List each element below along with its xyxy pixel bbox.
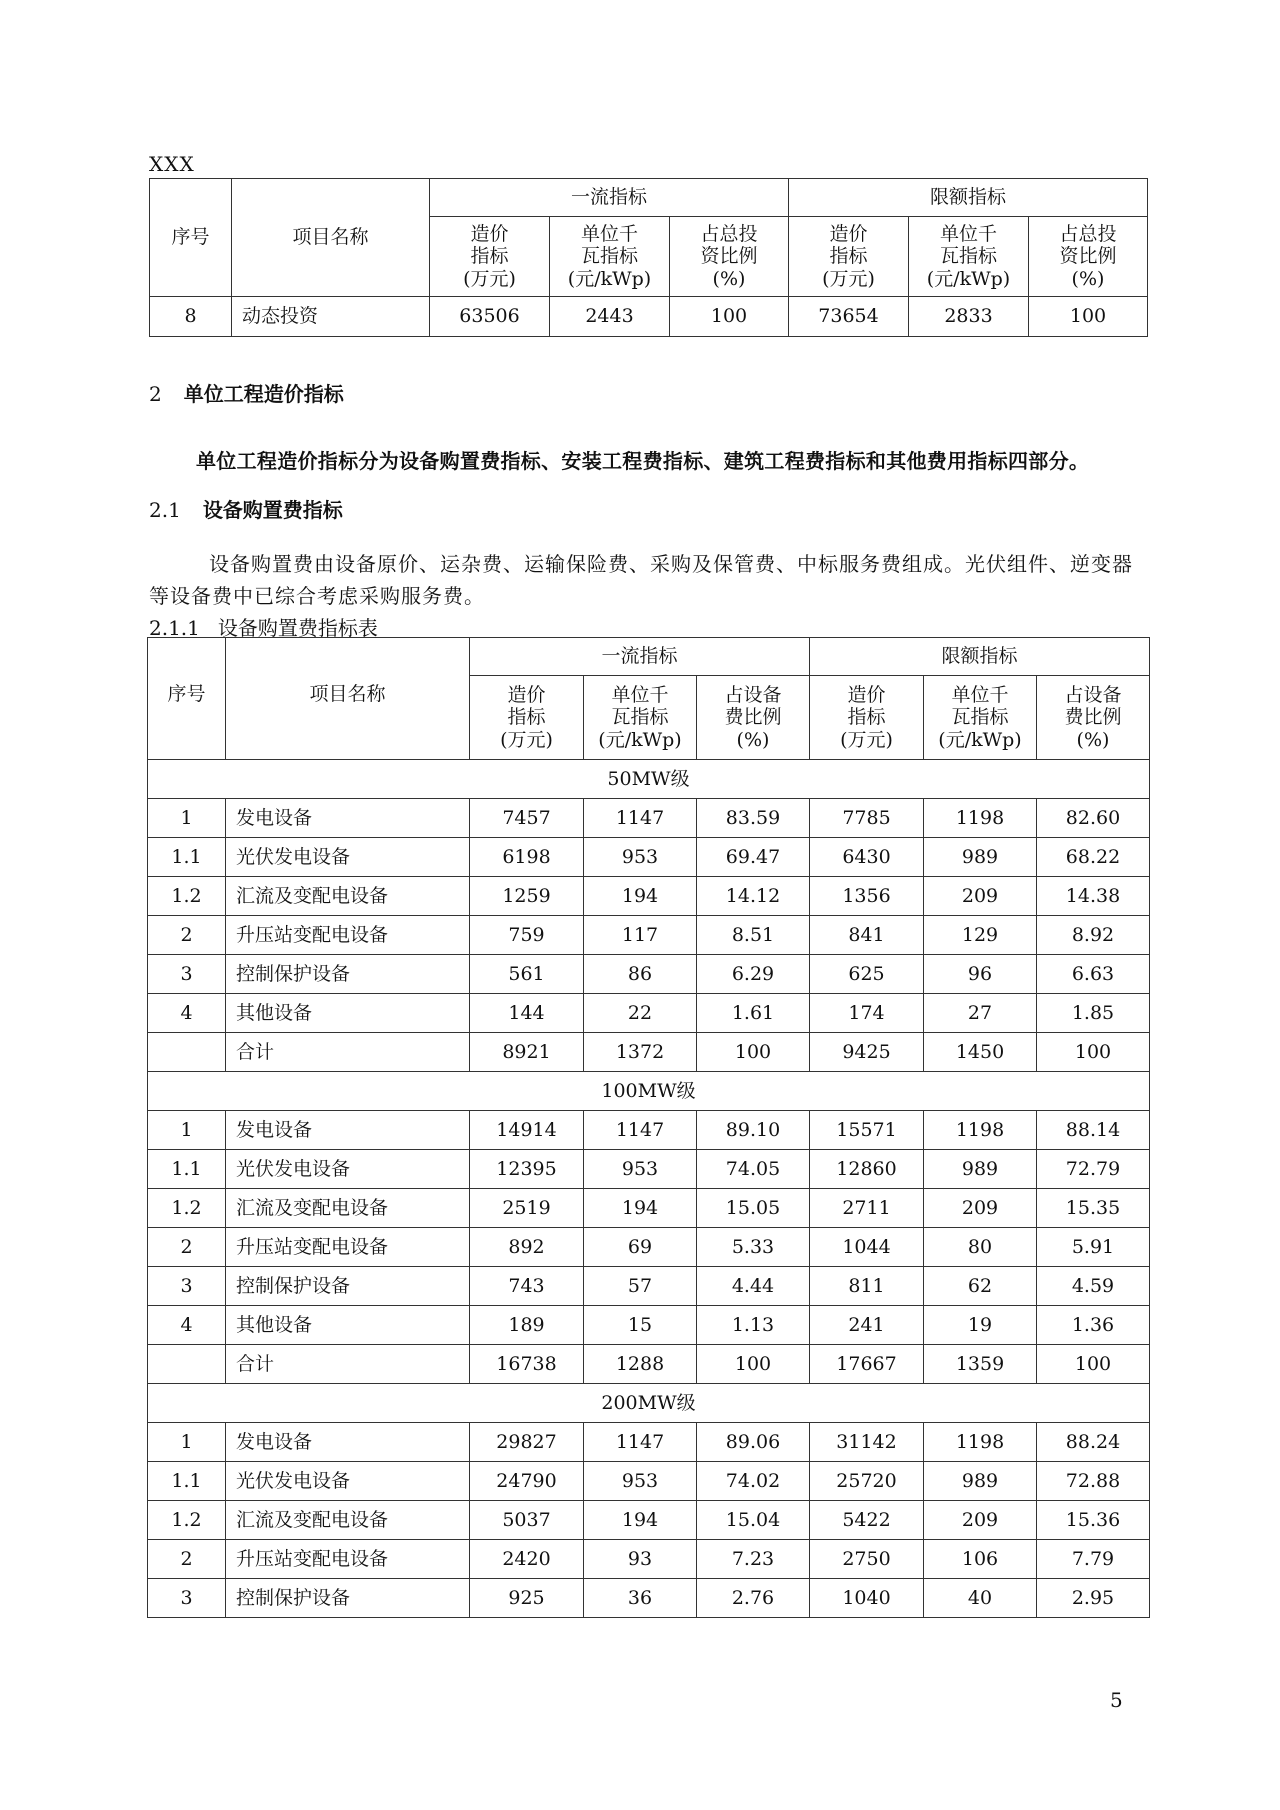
cell-seq: 2 (148, 916, 226, 955)
cell-value: 7.79 (1037, 1540, 1150, 1579)
cell-value: 1198 (924, 1111, 1037, 1150)
cell-name: 升压站变配电设备 (226, 916, 470, 955)
table-row (148, 1033, 1150, 1072)
header-cost: 造价 指标 (万元) (470, 676, 584, 760)
cell-value: 1359 (924, 1345, 1037, 1384)
cell-value: 2833 (909, 297, 1029, 337)
group-label: 100MW级 (148, 1072, 1150, 1111)
cell-value: 100 (1037, 1345, 1150, 1384)
cell-value: 1356 (810, 877, 924, 916)
cell-seq: 1.1 (148, 1150, 226, 1189)
cell-value: 15.36 (1037, 1501, 1150, 1540)
header-group-first: 一流指标 (470, 638, 810, 676)
table-row (148, 1111, 1150, 1150)
cell-value: 72.88 (1037, 1462, 1150, 1501)
cell-value: 989 (924, 1462, 1037, 1501)
cell-value: 17667 (810, 1345, 924, 1384)
cell-value: 625 (810, 955, 924, 994)
cell-seq (148, 1345, 226, 1384)
cell-name: 汇流及变配电设备 (226, 1189, 470, 1228)
header-ratio: 占设备 费比例 (%) (697, 676, 810, 760)
cell-value: 2420 (470, 1540, 584, 1579)
cell-value: 989 (924, 1150, 1037, 1189)
cell-value: 174 (810, 994, 924, 1033)
cell-value: 14.38 (1037, 877, 1150, 916)
cell-value: 6198 (470, 838, 584, 877)
cell-value: 100 (1037, 1033, 1150, 1072)
header-mark: XXX (149, 152, 195, 176)
group-row (148, 1384, 1150, 1423)
cell-value: 69.47 (697, 838, 810, 877)
cell-value: 100 (1029, 297, 1148, 337)
section-title: 单位工程造价指标 (183, 382, 344, 406)
cell-seq: 1.1 (148, 838, 226, 877)
cell-value: 5.91 (1037, 1228, 1150, 1267)
cell-name: 控制保护设备 (226, 1579, 470, 1618)
cell-value: 209 (924, 1189, 1037, 1228)
cell-value: 36 (584, 1579, 697, 1618)
cell-value: 2443 (550, 297, 670, 337)
cell-name: 其他设备 (226, 994, 470, 1033)
cell-name: 光伏发电设备 (226, 1462, 470, 1501)
cell-seq: 2 (148, 1540, 226, 1579)
cell-value: 2711 (810, 1189, 924, 1228)
header-group-first: 一流指标 (430, 179, 789, 217)
table-row (148, 1501, 1150, 1540)
cell-name: 汇流及变配电设备 (226, 877, 470, 916)
cell-value: 5.33 (697, 1228, 810, 1267)
cell-value: 88.14 (1037, 1111, 1150, 1150)
cell-value: 24790 (470, 1462, 584, 1501)
subsection-title: 设备购置费指标 (202, 498, 343, 522)
section-number: 2 (149, 382, 162, 406)
table-row (148, 838, 1150, 877)
cell-seq: 1 (148, 1111, 226, 1150)
subsection-number: 2.1 (149, 498, 181, 522)
page-number: 5 (1110, 1688, 1123, 1712)
cell-value: 4.44 (697, 1267, 810, 1306)
cell-value: 1.61 (697, 994, 810, 1033)
cell-seq: 4 (148, 1306, 226, 1345)
cell-value: 759 (470, 916, 584, 955)
caption-number: 2.1.1 (149, 616, 200, 640)
cell-value: 1040 (810, 1579, 924, 1618)
cell-seq: 3 (148, 1579, 226, 1618)
cell-value: 194 (584, 1501, 697, 1540)
table-row (148, 1306, 1150, 1345)
header-seq: 序号 (148, 638, 226, 760)
group-label: 50MW级 (148, 760, 1150, 799)
cell-value: 953 (584, 838, 697, 877)
header-unit: 单位千 瓦指标 (元/kWp) (550, 217, 670, 297)
cell-seq: 4 (148, 994, 226, 1033)
cell-value: 15.35 (1037, 1189, 1150, 1228)
cell-value: 16738 (470, 1345, 584, 1384)
table-row (148, 799, 1150, 838)
cell-value: 27 (924, 994, 1037, 1033)
cell-value: 1044 (810, 1228, 924, 1267)
cell-value: 1.13 (697, 1306, 810, 1345)
header-ratio: 占设备 费比例 (%) (1037, 676, 1150, 760)
cell-value: 7457 (470, 799, 584, 838)
cell-value: 9425 (810, 1033, 924, 1072)
cell-value: 69 (584, 1228, 697, 1267)
header-group-limit: 限额指标 (810, 638, 1150, 676)
cell-value: 15.05 (697, 1189, 810, 1228)
cell-seq: 1.1 (148, 1462, 226, 1501)
cell-value: 8.92 (1037, 916, 1150, 955)
cell-value: 1147 (584, 1423, 697, 1462)
cell-value: 1372 (584, 1033, 697, 1072)
cell-value: 841 (810, 916, 924, 955)
table-row (148, 1462, 1150, 1501)
cell-value: 83.59 (697, 799, 810, 838)
cell-value: 209 (924, 1501, 1037, 1540)
header-cost: 造价 指标 (万元) (430, 217, 550, 297)
cell-value: 100 (670, 297, 789, 337)
cell-value: 4.59 (1037, 1267, 1150, 1306)
table-row (148, 994, 1150, 1033)
header-seq: 序号 (150, 179, 232, 297)
cell-value: 15 (584, 1306, 697, 1345)
cell-value: 5422 (810, 1501, 924, 1540)
cell-value: 953 (584, 1462, 697, 1501)
cell-value: 5037 (470, 1501, 584, 1540)
cell-name: 合计 (226, 1345, 470, 1384)
cell-seq: 1.2 (148, 1189, 226, 1228)
cell-seq: 1.2 (148, 1501, 226, 1540)
paragraph: 单位工程造价指标分为设备购置费指标、安装工程费指标、建筑工程费指标和其他费用指标四部分。 (196, 449, 1090, 473)
cell-name: 光伏发电设备 (226, 1150, 470, 1189)
cell-value: 89.10 (697, 1111, 810, 1150)
subsection-heading (149, 494, 343, 523)
cell-value: 2.95 (1037, 1579, 1150, 1618)
table-row (148, 1540, 1150, 1579)
table-row (148, 1579, 1150, 1618)
table-row (148, 1345, 1150, 1384)
cell-value: 72.79 (1037, 1150, 1150, 1189)
header-unit: 单位千 瓦指标 (元/kWp) (584, 676, 697, 760)
cell-seq: 2 (148, 1228, 226, 1267)
cell-value: 6.63 (1037, 955, 1150, 994)
header-unit: 单位千 瓦指标 (元/kWp) (924, 676, 1037, 760)
table-row (148, 1150, 1150, 1189)
cell-value: 93 (584, 1540, 697, 1579)
cell-value: 1259 (470, 877, 584, 916)
cell-value: 1198 (924, 1423, 1037, 1462)
header-unit: 单位千 瓦指标 (元/kWp) (909, 217, 1029, 297)
header-name: 项目名称 (226, 638, 470, 760)
cell-value: 57 (584, 1267, 697, 1306)
cell-value: 892 (470, 1228, 584, 1267)
cell-value: 89.06 (697, 1423, 810, 1462)
cell-value: 7785 (810, 799, 924, 838)
cell-value: 2.76 (697, 1579, 810, 1618)
cell-value: 7.23 (697, 1540, 810, 1579)
cell-value: 100 (697, 1033, 810, 1072)
section-heading (149, 378, 344, 407)
cell-value: 241 (810, 1306, 924, 1345)
cell-value: 1147 (584, 799, 697, 838)
cell-value: 194 (584, 1189, 697, 1228)
cell-seq: 3 (148, 1267, 226, 1306)
table-row (150, 297, 1148, 337)
cell-value: 117 (584, 916, 697, 955)
table-row (148, 1267, 1150, 1306)
cell-name: 发电设备 (226, 1111, 470, 1150)
cell-value: 62 (924, 1267, 1037, 1306)
header-name: 项目名称 (232, 179, 430, 297)
cell-name: 升压站变配电设备 (226, 1540, 470, 1579)
cell-value: 29827 (470, 1423, 584, 1462)
cell-value: 8.51 (697, 916, 810, 955)
cell-value: 15571 (810, 1111, 924, 1150)
cell-seq (148, 1033, 226, 1072)
cell-value: 743 (470, 1267, 584, 1306)
cell-seq: 3 (148, 955, 226, 994)
cell-value: 40 (924, 1579, 1037, 1618)
cell-value: 15.04 (697, 1501, 810, 1540)
cell-value: 953 (584, 1150, 697, 1189)
cell-value: 1198 (924, 799, 1037, 838)
caption-title: 设备购置费指标表 (217, 616, 378, 640)
cell-value: 209 (924, 877, 1037, 916)
cell-value: 6430 (810, 838, 924, 877)
cell-value: 811 (810, 1267, 924, 1306)
cell-value: 14.12 (697, 877, 810, 916)
cell-value: 73654 (789, 297, 909, 337)
cell-name: 发电设备 (226, 1423, 470, 1462)
cell-value: 194 (584, 877, 697, 916)
cell-value: 1.85 (1037, 994, 1150, 1033)
cell-value: 22 (584, 994, 697, 1033)
cell-value: 63506 (430, 297, 550, 337)
group-row (148, 1072, 1150, 1111)
cell-value: 25720 (810, 1462, 924, 1501)
table-row (148, 1228, 1150, 1267)
cell-seq: 1 (148, 1423, 226, 1462)
cell-value: 19 (924, 1306, 1037, 1345)
cell-value: 1450 (924, 1033, 1037, 1072)
cell-value: 1.36 (1037, 1306, 1150, 1345)
cell-value: 12395 (470, 1150, 584, 1189)
cell-name: 汇流及变配电设备 (226, 1501, 470, 1540)
header-ratio: 占总投 资比例 (%) (670, 217, 789, 297)
group-label: 200MW级 (148, 1384, 1150, 1423)
cell-name: 升压站变配电设备 (226, 1228, 470, 1267)
cell-name: 其他设备 (226, 1306, 470, 1345)
cell-value: 86 (584, 955, 697, 994)
summary-table (149, 178, 1148, 337)
header-cost: 造价 指标 (万元) (789, 217, 909, 297)
header-ratio: 占总投 资比例 (%) (1029, 217, 1148, 297)
table-row (148, 1423, 1150, 1462)
cell-value: 88.24 (1037, 1423, 1150, 1462)
cell-value: 68.22 (1037, 838, 1150, 877)
cell-value: 12860 (810, 1150, 924, 1189)
cell-name: 光伏发电设备 (226, 838, 470, 877)
cell-name: 合计 (226, 1033, 470, 1072)
cell-value: 1288 (584, 1345, 697, 1384)
equipment-cost-table (147, 637, 1150, 1618)
cell-seq: 8 (150, 297, 232, 337)
cell-seq: 1 (148, 799, 226, 838)
cell-value: 925 (470, 1579, 584, 1618)
cell-value: 189 (470, 1306, 584, 1345)
cell-value: 989 (924, 838, 1037, 877)
paragraph: 设备购置费由设备原价、运杂费、运输保险费、采购及保管费、中标服务费组成。光伏组件、逆变器等设备费中已综合考虑采购服务费。 (149, 552, 1133, 608)
cell-value: 100 (697, 1345, 810, 1384)
cell-value: 561 (470, 955, 584, 994)
cell-value: 129 (924, 916, 1037, 955)
cell-value: 8921 (470, 1033, 584, 1072)
cell-name: 动态投资 (232, 297, 430, 337)
cell-value: 106 (924, 1540, 1037, 1579)
table-row (148, 877, 1150, 916)
table-row (148, 955, 1150, 994)
cell-value: 144 (470, 994, 584, 1033)
header-group-limit: 限额指标 (789, 179, 1148, 217)
cell-value: 96 (924, 955, 1037, 994)
table-row (148, 916, 1150, 955)
cell-name: 控制保护设备 (226, 955, 470, 994)
cell-value: 31142 (810, 1423, 924, 1462)
cell-value: 82.60 (1037, 799, 1150, 838)
header-cost: 造价 指标 (万元) (810, 676, 924, 760)
cell-value: 2519 (470, 1189, 584, 1228)
cell-value: 2750 (810, 1540, 924, 1579)
cell-value: 80 (924, 1228, 1037, 1267)
cell-seq: 1.2 (148, 877, 226, 916)
group-row (148, 760, 1150, 799)
cell-name: 控制保护设备 (226, 1267, 470, 1306)
cell-value: 74.05 (697, 1150, 810, 1189)
cell-value: 74.02 (697, 1462, 810, 1501)
cell-name: 发电设备 (226, 799, 470, 838)
cell-value: 6.29 (697, 955, 810, 994)
table-row (148, 1189, 1150, 1228)
cell-value: 1147 (584, 1111, 697, 1150)
cell-value: 14914 (470, 1111, 584, 1150)
